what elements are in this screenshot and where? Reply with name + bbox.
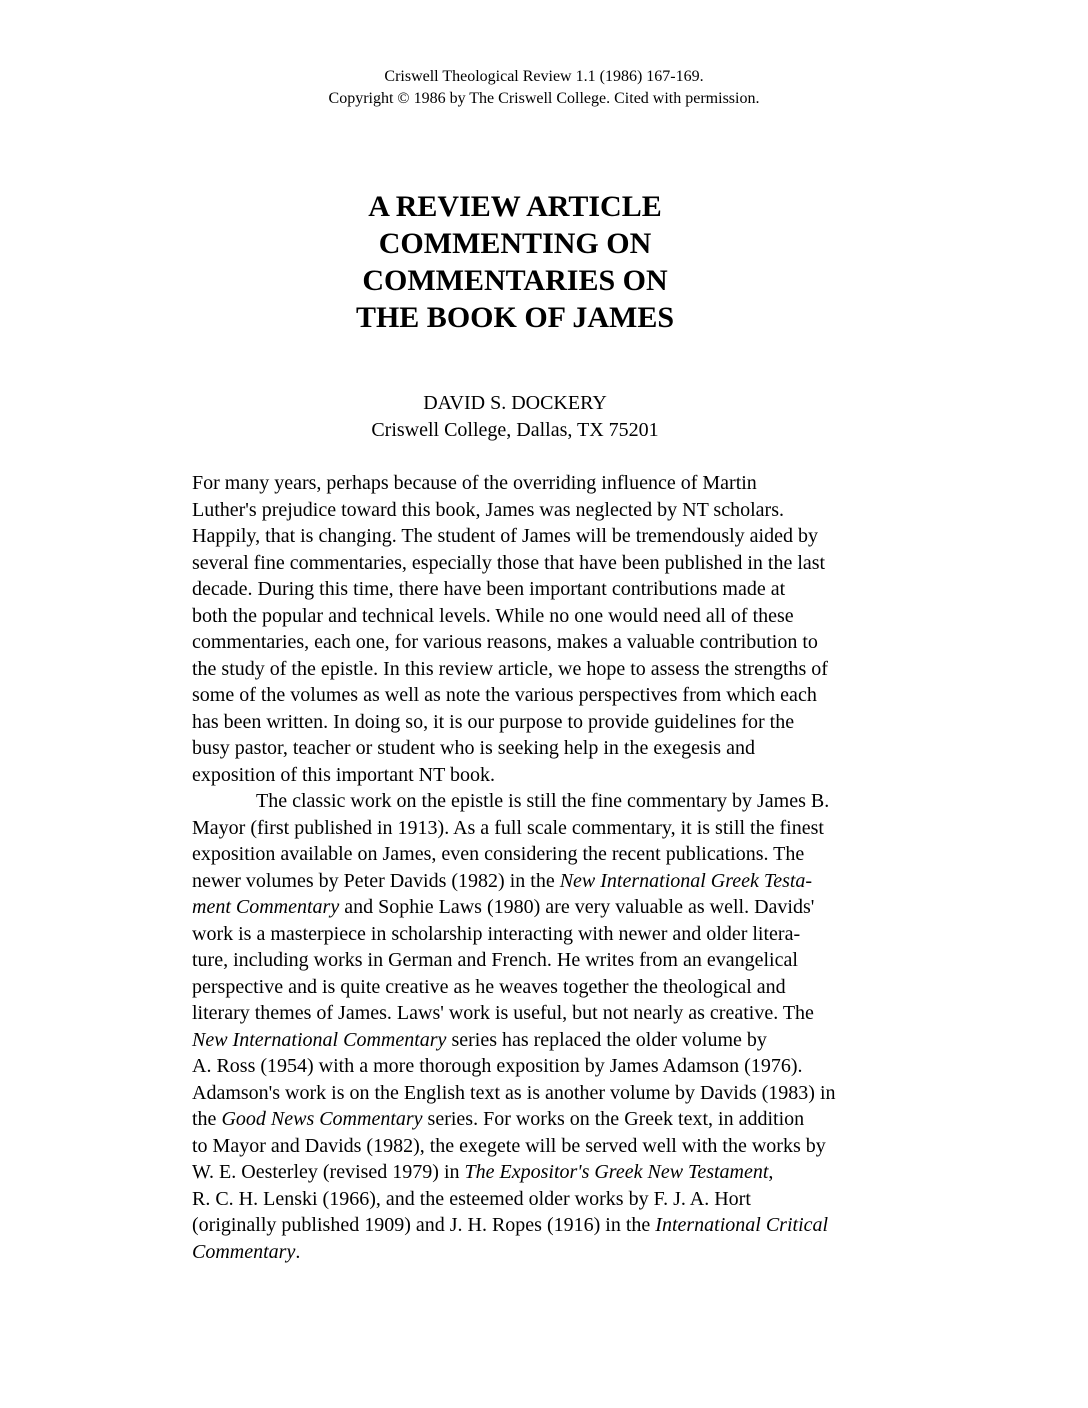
text-line xyxy=(192,1027,942,1054)
text-line: to Mayor and Davids (1982), the exegete will be served well with the works by xyxy=(192,1134,826,1157)
text-run: and Sophie Laws (1980) are very valuable as well. Davids' xyxy=(339,896,815,918)
text-line: literary themes of James. Laws' work is useful, but not nearly as creative. The xyxy=(192,1002,814,1024)
text-line: A. Ross (1954) with a more thorough exposition by James Adamson (1976). xyxy=(192,1055,803,1077)
text-line xyxy=(192,1106,942,1133)
text-line: Mayor (first published in 1913). As a full scale commentary, it is still the finest xyxy=(192,816,824,839)
series-title: New International Greek Testa- xyxy=(559,869,813,892)
text-line: has been written. In doing so, it is our purpose to provide guidelines for the xyxy=(192,710,795,733)
text-run: . xyxy=(295,1240,301,1263)
text-run: newer volumes by Peter Davids (1982) in the xyxy=(192,869,560,892)
text-line: Happily, that is changing. The student of James will be tremendously aided by xyxy=(192,525,818,547)
text-line xyxy=(192,1239,942,1266)
text-line: the study of the epistle. In this review article, we hope to assess the strengths of xyxy=(192,657,828,680)
title-line-3: COMMENTARIES ON xyxy=(362,264,668,297)
text-line: perspective and is quite creative as he weaves together the theological and xyxy=(192,975,786,998)
article-title xyxy=(0,188,1030,336)
series-title: Commentary xyxy=(192,1240,296,1263)
text-run: series. For works on the Greek text, in addition xyxy=(422,1108,805,1130)
text-line: exposition available on James, even considering the recent publications. The xyxy=(192,843,805,865)
text-line: The classic work on the epistle is still the fine commentary by James B. xyxy=(256,790,830,812)
title-line-2: COMMENTING ON xyxy=(378,227,652,260)
series-title: New International Commentary xyxy=(192,1028,447,1051)
text-line: decade. During this time, there have been important contributions made at xyxy=(192,578,786,600)
article-body xyxy=(192,470,942,1265)
text-line: commentaries, each one, for various reasons, makes a valuable contribution to xyxy=(192,631,818,653)
journal-header xyxy=(0,66,1088,110)
title-line-1: A REVIEW ARTICLE xyxy=(368,190,662,223)
text-run: series has replaced the older volume by xyxy=(446,1028,767,1051)
series-title: Good News Commentary xyxy=(221,1108,423,1130)
text-run: W. E. Oesterley (revised 1979) in xyxy=(192,1161,465,1183)
title-line-4: THE BOOK OF JAMES xyxy=(355,301,675,334)
text-line: ture, including works in German and French. He writes from an evangelical xyxy=(192,949,798,971)
citation-line: Criswell Theological Review 1.1 (1986) 167-169. xyxy=(384,68,704,85)
text-line xyxy=(192,1212,942,1239)
paragraph-2 xyxy=(192,788,942,1265)
text-line: R. C. H. Lenski (1966), and the esteemed older works by F. J. A. Hort xyxy=(192,1187,751,1210)
text-run: the xyxy=(192,1108,222,1130)
series-title: International Critical xyxy=(655,1214,829,1236)
text-line: several fine commentaries, especially those that have been published in the last xyxy=(192,551,826,574)
author-affiliation: Criswell College, Dallas, TX 75201 xyxy=(371,419,659,441)
series-title: The Expositor's Greek New Testament xyxy=(464,1161,769,1183)
text-line: exposition of this important NT book. xyxy=(192,763,495,786)
author-name: DAVID S. DOCKERY xyxy=(423,392,607,414)
copyright-line: Copyright © 1986 by The Criswell College. Cited with permission. xyxy=(328,90,760,107)
text-line: Luther's prejudice toward this book, James was neglected by NT scholars. xyxy=(192,498,784,521)
series-title: ment Commentary xyxy=(192,896,340,918)
text-line xyxy=(192,894,942,921)
author-block xyxy=(0,390,1030,444)
text-line xyxy=(192,868,942,895)
text-line: work is a masterpiece in scholarship interacting with newer and older litera- xyxy=(192,922,801,945)
text-line xyxy=(192,1159,942,1186)
text-run: , xyxy=(768,1161,774,1183)
text-line: Adamson's work is on the English text as is another volume by Davids (1983) in xyxy=(192,1081,836,1104)
text-line: some of the volumes as well as note the various perspectives from which each xyxy=(192,684,817,706)
paragraph-1 xyxy=(192,470,942,788)
text-run: (originally published 1909) and J. H. Ropes (1916) in the xyxy=(192,1214,656,1236)
text-line: busy pastor, teacher or student who is seeking help in the exegesis and xyxy=(192,737,755,759)
text-line: both the popular and technical levels. While no one would need all of these xyxy=(192,604,794,627)
text-line: For many years, perhaps because of the overriding influence of Martin xyxy=(192,472,757,494)
